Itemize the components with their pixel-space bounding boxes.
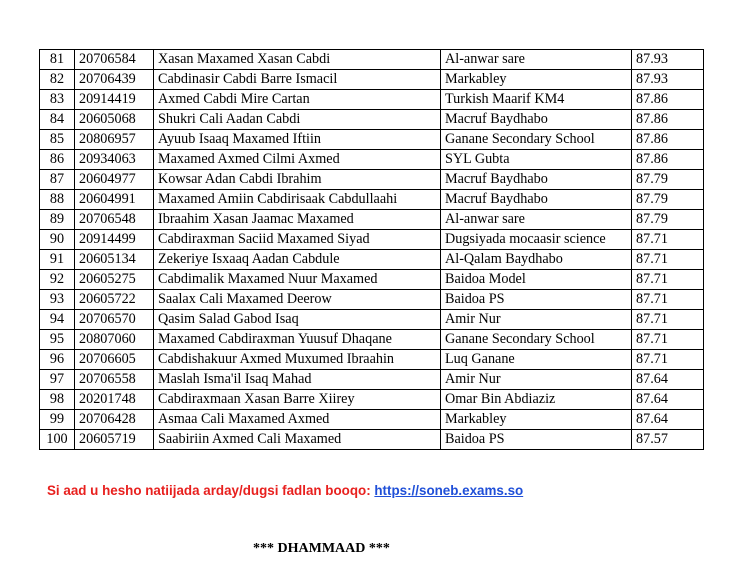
student-name-cell: Qasim Salad Gabod Isaq (154, 310, 441, 330)
student-name-cell: Asmaa Cali Maxamed Axmed (154, 410, 441, 430)
rank-cell: 88 (40, 190, 75, 210)
student-id-cell: 20914419 (75, 90, 154, 110)
student-name-cell: Cabdishakuur Axmed Muxumed Ibraahin (154, 350, 441, 370)
student-id-cell: 20706570 (75, 310, 154, 330)
rank-cell: 89 (40, 210, 75, 230)
table-row (40, 230, 704, 250)
school-cell: Macruf Baydhabo (441, 110, 632, 130)
table-row (40, 170, 704, 190)
rank-cell: 93 (40, 290, 75, 310)
rank-cell: 92 (40, 270, 75, 290)
rank-cell: 86 (40, 150, 75, 170)
student-name-cell: Maxamed Amiin Cabdirisaak Cabdullaahi (154, 190, 441, 210)
student-name-cell: Cabdinasir Cabdi Barre Ismacil (154, 70, 441, 90)
table-row (40, 250, 704, 270)
score-cell: 87.71 (632, 230, 704, 250)
table-row (40, 370, 704, 390)
school-cell: SYL Gubta (441, 150, 632, 170)
rank-cell: 85 (40, 130, 75, 150)
student-id-cell: 20706428 (75, 410, 154, 430)
student-id-cell: 20706605 (75, 350, 154, 370)
student-name-cell: Cabdimalik Maxamed Nuur Maxamed (154, 270, 441, 290)
table-row (40, 110, 704, 130)
table-row (40, 310, 704, 330)
score-cell: 87.71 (632, 270, 704, 290)
student-id-cell: 20807060 (75, 330, 154, 350)
school-cell: Macruf Baydhabo (441, 190, 632, 210)
rank-cell: 95 (40, 330, 75, 350)
score-cell: 87.71 (632, 290, 704, 310)
rank-cell: 81 (40, 50, 75, 70)
table-row (40, 90, 704, 110)
rank-cell: 90 (40, 230, 75, 250)
student-id-cell: 20604991 (75, 190, 154, 210)
score-cell: 87.71 (632, 250, 704, 270)
score-cell: 87.79 (632, 190, 704, 210)
rank-cell: 100 (40, 430, 75, 450)
table-row (40, 210, 704, 230)
score-cell: 87.86 (632, 90, 704, 110)
score-cell: 87.64 (632, 410, 704, 430)
school-cell: Al-Qalam Baydhabo (441, 250, 632, 270)
student-name-cell: Kowsar Adan Cabdi Ibrahim (154, 170, 441, 190)
student-id-cell: 20706548 (75, 210, 154, 230)
footer-note-text: Si aad u hesho natiijada arday/dugsi fadlan booqo: (47, 483, 375, 498)
score-cell: 87.64 (632, 370, 704, 390)
score-cell: 87.71 (632, 350, 704, 370)
rank-cell: 99 (40, 410, 75, 430)
school-cell: Ganane Secondary School (441, 130, 632, 150)
table-row (40, 390, 704, 410)
table-row (40, 190, 704, 210)
student-name-cell: Saabiriin Axmed Cali Maxamed (154, 430, 441, 450)
table-row (40, 270, 704, 290)
student-id-cell: 20605068 (75, 110, 154, 130)
student-name-cell: Saalax Cali Maxamed Deerow (154, 290, 441, 310)
score-cell: 87.71 (632, 330, 704, 350)
rank-cell: 94 (40, 310, 75, 330)
rank-cell: 83 (40, 90, 75, 110)
student-name-cell: Cabdiraxmaan Xasan Barre Xiirey (154, 390, 441, 410)
rank-cell: 98 (40, 390, 75, 410)
footer-note (47, 483, 523, 498)
table-row (40, 150, 704, 170)
student-name-cell: Cabdiraxman Saciid Maxamed Siyad (154, 230, 441, 250)
school-cell: Amir Nur (441, 310, 632, 330)
score-cell: 87.86 (632, 130, 704, 150)
school-cell: Omar Bin Abdiaziz (441, 390, 632, 410)
school-cell: Al-anwar sare (441, 50, 632, 70)
score-cell: 87.93 (632, 50, 704, 70)
school-cell: Markabley (441, 410, 632, 430)
school-cell: Ganane Secondary School (441, 330, 632, 350)
student-name-cell: Maslah Isma'il Isaq Mahad (154, 370, 441, 390)
results-table (39, 49, 704, 450)
student-id-cell: 20605275 (75, 270, 154, 290)
score-cell: 87.64 (632, 390, 704, 410)
rank-cell: 96 (40, 350, 75, 370)
student-name-cell: Axmed Cabdi Mire Cartan (154, 90, 441, 110)
school-cell: Dugsiyada mocaasir science (441, 230, 632, 250)
rank-cell: 97 (40, 370, 75, 390)
score-cell: 87.57 (632, 430, 704, 450)
table-row (40, 70, 704, 90)
student-name-cell: Zekeriye Isxaaq Aadan Cabdule (154, 250, 441, 270)
school-cell: Baidoa PS (441, 290, 632, 310)
student-id-cell: 20706558 (75, 370, 154, 390)
table-row (40, 350, 704, 370)
school-cell: Al-anwar sare (441, 210, 632, 230)
student-id-cell: 20201748 (75, 390, 154, 410)
table-row (40, 290, 704, 310)
table-row (40, 410, 704, 430)
table-row (40, 50, 704, 70)
results-link[interactable]: https://soneb.exams.so (374, 483, 524, 498)
school-cell: Turkish Maarif KM4 (441, 90, 632, 110)
rank-cell: 84 (40, 110, 75, 130)
school-cell: Macruf Baydhabo (441, 170, 632, 190)
school-cell: Luq Ganane (441, 350, 632, 370)
table-row (40, 430, 704, 450)
school-cell: Amir Nur (441, 370, 632, 390)
student-id-cell: 20605719 (75, 430, 154, 450)
student-name-cell: Ayuub Isaaq Maxamed Iftiin (154, 130, 441, 150)
rank-cell: 82 (40, 70, 75, 90)
school-cell: Markabley (441, 70, 632, 90)
rank-cell: 87 (40, 170, 75, 190)
student-id-cell: 20706439 (75, 70, 154, 90)
score-cell: 87.86 (632, 150, 704, 170)
student-id-cell: 20806957 (75, 130, 154, 150)
student-id-cell: 20605722 (75, 290, 154, 310)
student-id-cell: 20934063 (75, 150, 154, 170)
student-id-cell: 20914499 (75, 230, 154, 250)
student-name-cell: Shukri Cali Aadan Cabdi (154, 110, 441, 130)
score-cell: 87.86 (632, 110, 704, 130)
school-cell: Baidoa PS (441, 430, 632, 450)
score-cell: 87.93 (632, 70, 704, 90)
results-table-body (40, 50, 704, 450)
table-row (40, 330, 704, 350)
score-cell: 87.79 (632, 210, 704, 230)
school-cell: Baidoa Model (441, 270, 632, 290)
rank-cell: 91 (40, 250, 75, 270)
student-name-cell: Ibraahim Xasan Jaamac Maxamed (154, 210, 441, 230)
student-id-cell: 20604977 (75, 170, 154, 190)
student-name-cell: Xasan Maxamed Xasan Cabdi (154, 50, 441, 70)
student-id-cell: 20605134 (75, 250, 154, 270)
table-row (40, 130, 704, 150)
end-mark: *** DHAMMAAD *** (253, 541, 390, 556)
student-name-cell: Maxamed Cabdiraxman Yuusuf Dhaqane (154, 330, 441, 350)
student-id-cell: 20706584 (75, 50, 154, 70)
student-name-cell: Maxamed Axmed Cilmi Axmed (154, 150, 441, 170)
score-cell: 87.71 (632, 310, 704, 330)
score-cell: 87.79 (632, 170, 704, 190)
